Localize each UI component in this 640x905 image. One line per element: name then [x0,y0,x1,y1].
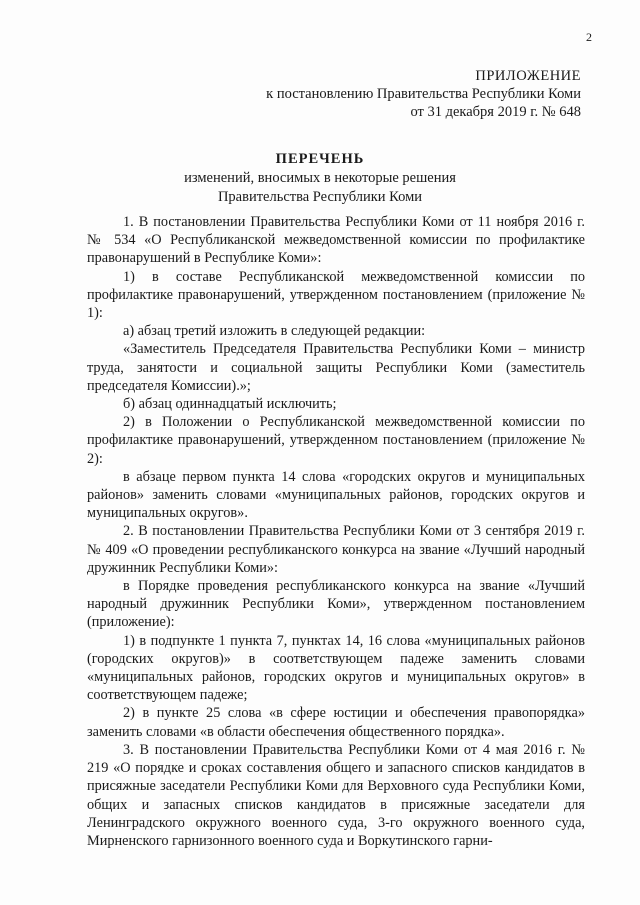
page-number: 2 [586,30,592,44]
paragraph-12: 3. В постановлении Правительства Республики Коми от 4 мая 2016 г. № 219 «О порядке и сроках составления общего и запасного списков кандидатов в присяжные заседатели Республики Коми для Верховного суда Республики Коми, общих и запасных списков кандидатов в присяжные заседатели для Ленинградского окружного военного суда, 3-го окружного военного суда, Мирненского гарнизонного военного суда и Воркутинского гарни- [87,741,585,849]
paragraph-11: 2) в пункте 25 слова «в сфере юстиции и обеспечения правопорядка» заменить словами «в области обеспечения общественного порядка». [87,705,585,740]
paragraph-8: 2. В постановлении Правительства Республики Коми от 3 сентября 2019 г. № 409 «О проведении республиканского конкурса на звание «Лучший народный дружинник Республики Коми»: [87,523,585,576]
paragraph-3: а) абзац третий изложить в следующей редакции: [123,323,426,340]
paragraph-5: б) абзац одиннадцатый исключить; [123,396,337,413]
paragraph-1: 1. В постановлении Правительства Республики Коми от 11 ноября 2016 г. № 534 «О Республиканской межведомственной комиссии по профилактике правонарушений в Республике Коми»: [87,214,585,267]
appendix-title: ПРИЛОЖЕНИЕ [475,68,581,84]
paragraph-4: «Заместитель Председателя Правительства Республики Коми – министр труда, занятости и социальной защиты Республики Коми (заместитель председателя Комиссии).»; [87,341,585,394]
paragraph-2: 1) в составе Республиканской межведомственной комиссии по профилактике правонарушений, утвержденном постановлением (приложение № 1): [87,268,585,322]
document-subtitle-line-1: изменений, вносимых в некоторые решения [184,170,456,186]
document-subtitle-line-2: Правительства Республики Коми [217,189,423,205]
document-heading [0,150,640,207]
document-title: ПЕРЕЧЕНЬ [275,151,365,167]
paragraph-9: в Порядке проведения республиканского конкурса на звание «Лучший народный дружинник Республики Коми», утвержденном постановлением (приложение): [87,578,585,631]
paragraph-10: 1) в подпункте 1 пункта 7, пунктах 14, 16 слова «муниципальных районов (городских округов)» в соответствующем падеже заменить словами «муниципальных районов, городских округов и муниципальных округов» в соответствующем падеже; [87,632,585,704]
approval-line-2: от 31 декабря 2019 г. № 648 [410,104,581,120]
paragraph-7: в абзаце первом пункта 14 слова «городских округов и муниципальных районов» заменить словами «муниципальных районов, городских округов и муниципальных округов». [87,468,585,522]
approval-line-1: к постановлению Правительства Республики Коми [266,86,581,102]
document-body [87,213,585,850]
paragraph-6: 2) в Положении о Республиканской межведомственной комиссии по профилактике правонарушений, утвержденном постановлением (приложение № 2): [87,414,585,467]
approval-block [266,67,581,121]
